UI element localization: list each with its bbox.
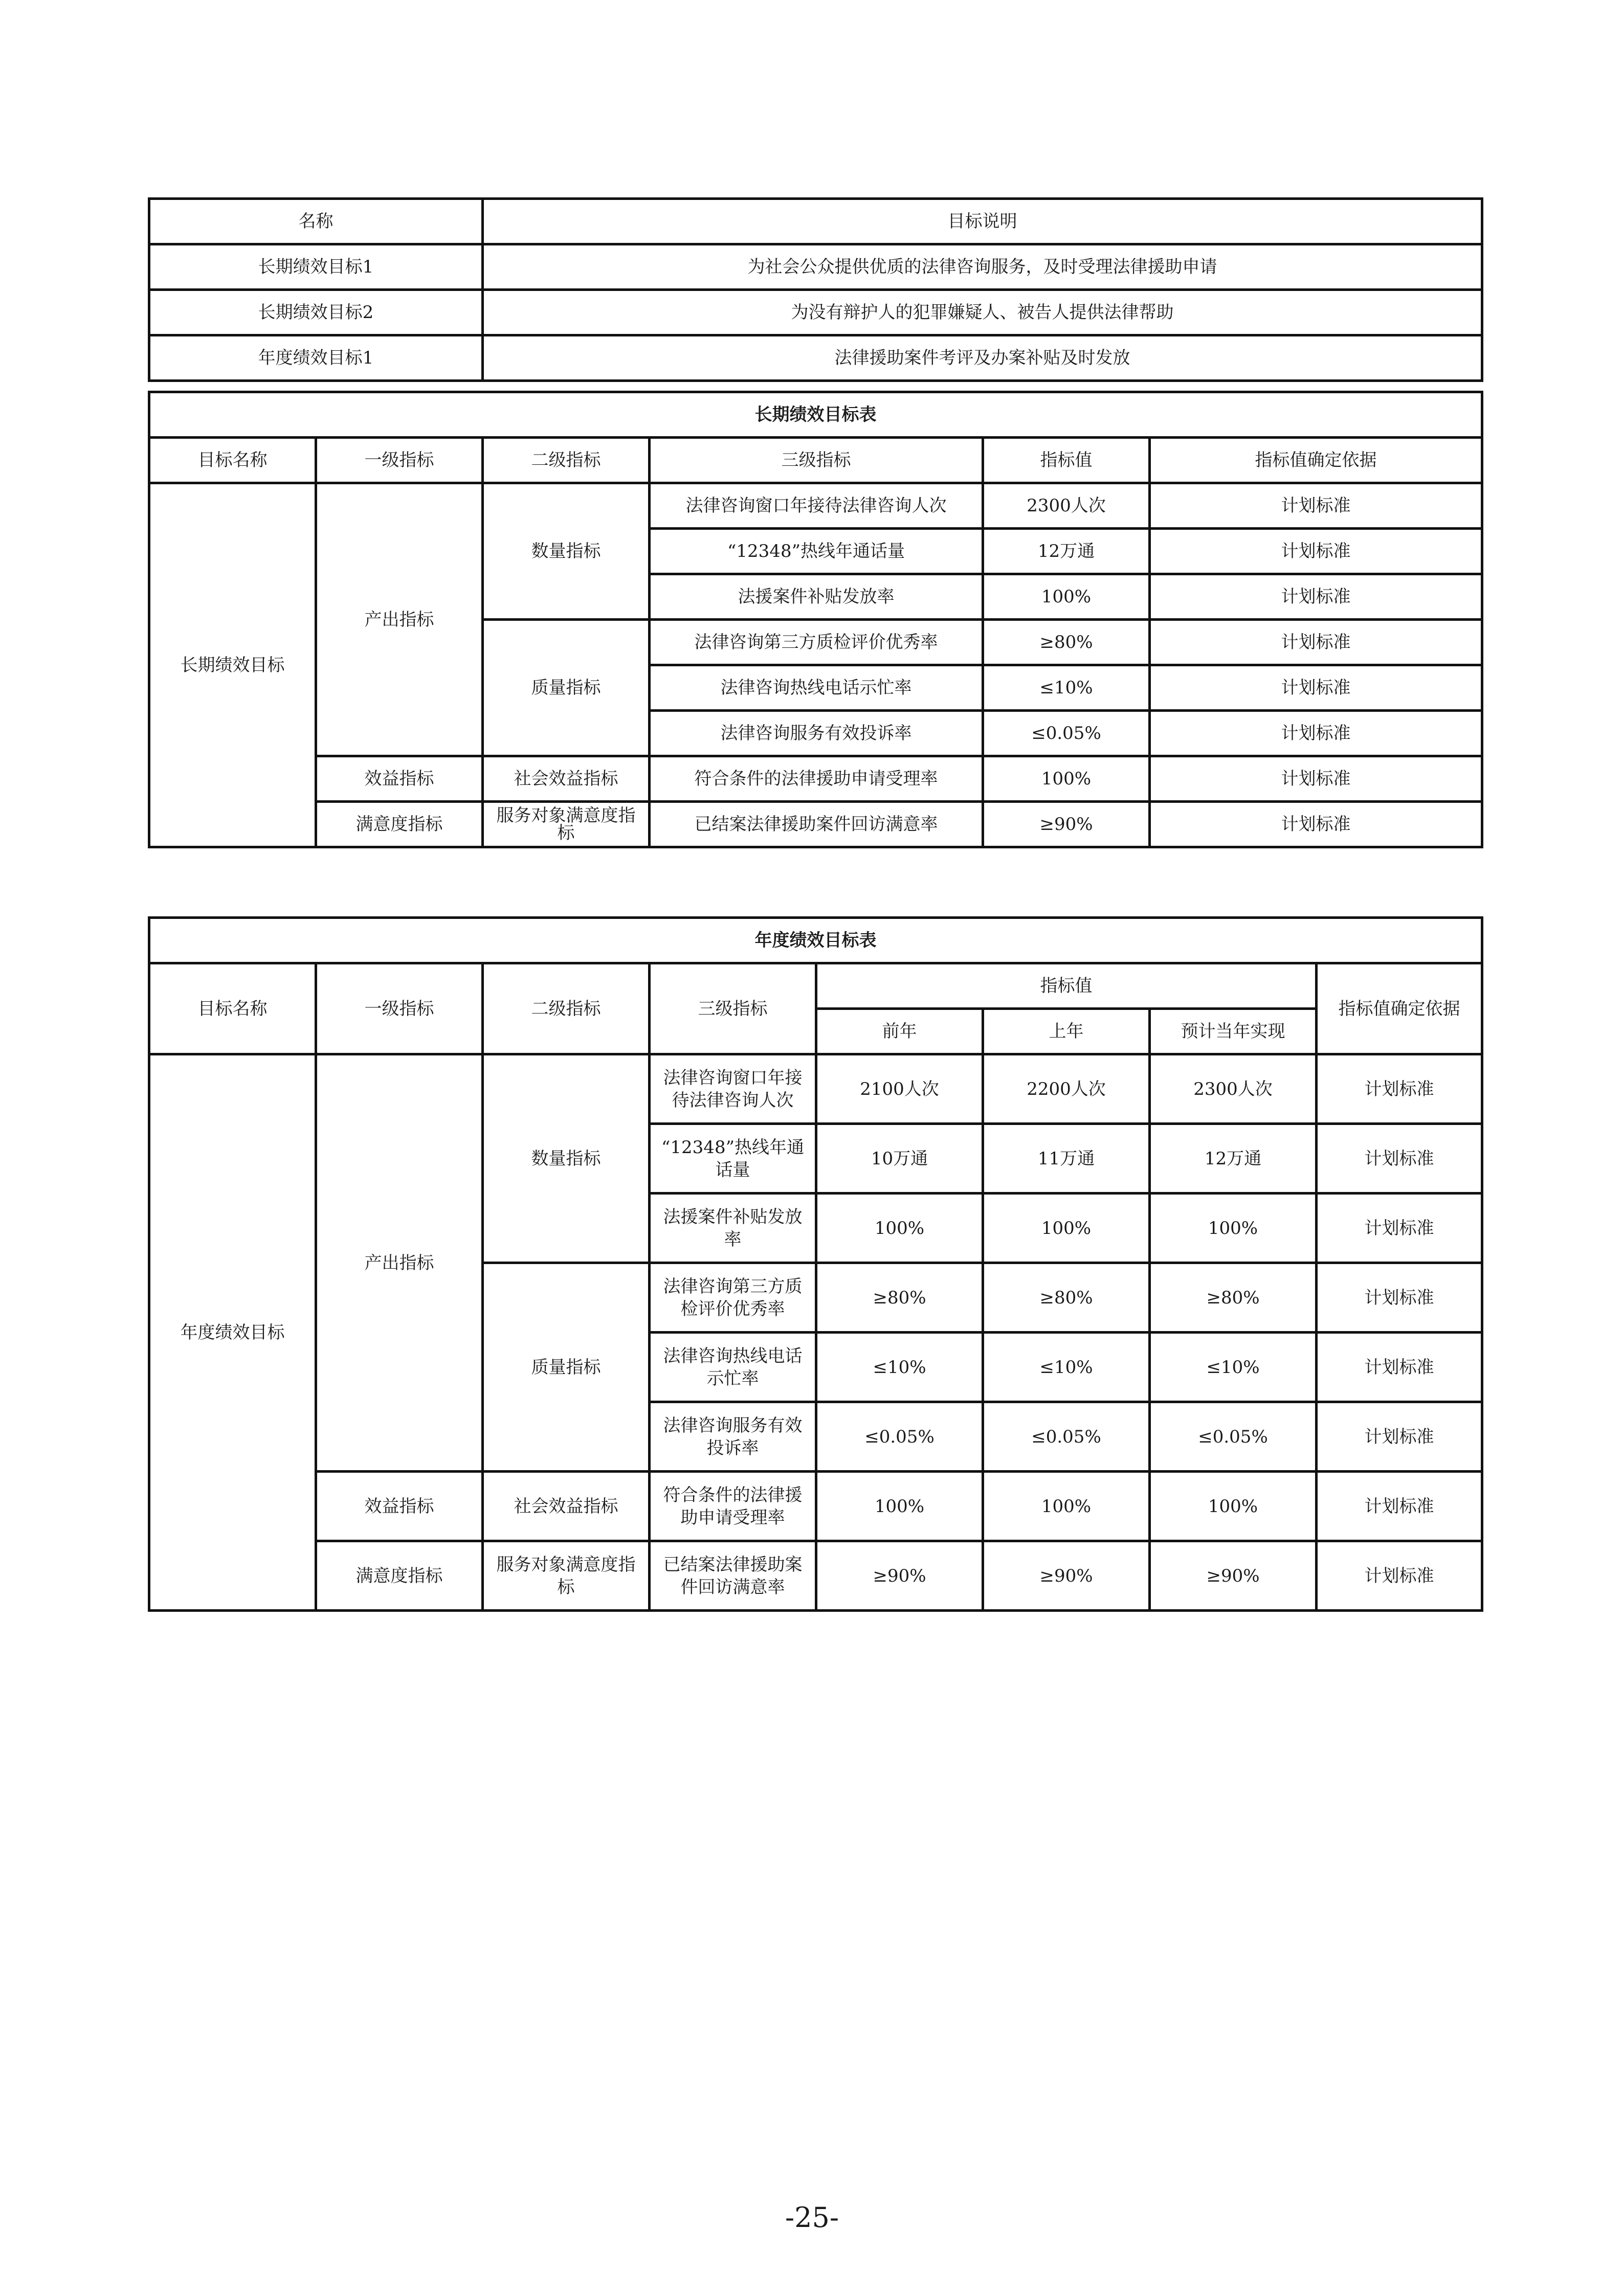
basis-cell: 计划标准 <box>1150 756 1482 802</box>
page-number: -25- <box>785 2201 839 2234</box>
basis-cell: 计划标准 <box>1150 620 1482 665</box>
current-cell: 2300人次 <box>1150 1054 1317 1124</box>
header-desc: 目标说明 <box>483 199 1482 244</box>
header-level1: 一级指标 <box>316 963 483 1054</box>
long-term-title-row <box>149 392 1482 438</box>
table-row <box>149 756 1482 802</box>
current-cell: ≥90% <box>1150 1541 1317 1611</box>
level2-cell: 数量指标 <box>483 1054 650 1263</box>
basis-cell: 计划标准 <box>1150 665 1482 711</box>
prev2-cell: 100% <box>816 1472 983 1541</box>
header-level3: 三级指标 <box>650 438 983 483</box>
value-cell: 100% <box>983 756 1150 802</box>
indicator-cell: 法援案件补贴发放率 <box>650 1194 816 1263</box>
indicator-cell: “12348”热线年通话量 <box>650 529 983 574</box>
current-cell: ≥80% <box>1150 1263 1317 1333</box>
basis-cell: 计划标准 <box>1150 529 1482 574</box>
level1-cell: 满意度指标 <box>316 802 483 847</box>
indicator-cell: 法律咨询热线电话示忙率 <box>650 665 983 711</box>
header-level2: 二级指标 <box>483 963 650 1054</box>
basis-cell: 计划标准 <box>1317 1124 1482 1194</box>
prev2-cell: ≥80% <box>816 1263 983 1333</box>
indicator-cell: 法律咨询第三方质检评价优秀率 <box>650 620 983 665</box>
overview-row <box>149 290 1482 335</box>
basis-cell: 计划标准 <box>1317 1541 1482 1611</box>
indicator-cell: 已结案法律援助案件回访满意率 <box>650 802 983 847</box>
basis-cell: 计划标准 <box>1150 711 1482 756</box>
goal-overview-table <box>148 197 1483 382</box>
current-cell: 12万通 <box>1150 1124 1317 1194</box>
header-current: 预计当年实现 <box>1150 1009 1317 1054</box>
basis-cell: 计划标准 <box>1150 483 1482 529</box>
value-cell: 2300人次 <box>983 483 1150 529</box>
current-cell: ≤0.05% <box>1150 1402 1317 1472</box>
header-value: 指标值 <box>816 963 1317 1009</box>
basis-cell: 计划标准 <box>1317 1263 1482 1333</box>
table-row <box>149 1472 1482 1541</box>
table-row <box>149 802 1482 847</box>
header-level3: 三级指标 <box>650 963 816 1054</box>
current-cell: 100% <box>1150 1194 1317 1263</box>
level2-cell: 服务对象满意度指标 <box>483 1541 650 1611</box>
goal-name-cell: 年度绩效目标 <box>149 1054 316 1611</box>
long-term-header-row <box>149 438 1482 483</box>
value-cell: 100% <box>983 574 1150 620</box>
header-level1: 一级指标 <box>316 438 483 483</box>
prev1-cell: ≤0.05% <box>983 1402 1150 1472</box>
header-value: 指标值 <box>983 438 1150 483</box>
prev2-cell: ≥90% <box>816 1541 983 1611</box>
prev2-cell: ≤10% <box>816 1333 983 1402</box>
prev1-cell: ≥80% <box>983 1263 1150 1333</box>
value-cell: ≥90% <box>983 802 1150 847</box>
level1-cell: 产出指标 <box>316 483 483 756</box>
indicator-cell: 法律咨询热线电话示忙率 <box>650 1333 816 1402</box>
goal-desc: 为社会公众提供优质的法律咨询服务，及时受理法律援助申请 <box>483 244 1482 290</box>
indicator-cell: 法援案件补贴发放率 <box>650 574 983 620</box>
overview-row <box>149 335 1482 381</box>
value-cell: 12万通 <box>983 529 1150 574</box>
indicator-cell: “12348”热线年通话量 <box>650 1124 816 1194</box>
prev1-cell: ≥90% <box>983 1541 1150 1611</box>
table-row <box>149 1054 1482 1124</box>
goal-name: 年度绩效目标1 <box>149 335 483 381</box>
goal-desc: 法律援助案件考评及办案补贴及时发放 <box>483 335 1482 381</box>
indicator-cell: 法律咨询窗口年接待法律咨询人次 <box>650 1054 816 1124</box>
value-cell: ≥80% <box>983 620 1150 665</box>
overview-header-row <box>149 199 1482 244</box>
long-term-goal-table <box>148 391 1483 848</box>
level2-cell: 数量指标 <box>483 483 650 620</box>
basis-cell: 计划标准 <box>1150 802 1482 847</box>
annual-header-row <box>149 963 1482 1009</box>
prev1-cell: 100% <box>983 1472 1150 1541</box>
basis-cell: 计划标准 <box>1317 1194 1482 1263</box>
level2-cell: 质量指标 <box>483 1263 650 1472</box>
annual-goal-table <box>148 916 1483 1612</box>
prev2-cell: 2100人次 <box>816 1054 983 1124</box>
level2-cell: 社会效益指标 <box>483 1472 650 1541</box>
annual-title-row <box>149 918 1482 963</box>
level2-cell: 社会效益指标 <box>483 756 650 802</box>
annual-table-title: 年度绩效目标表 <box>149 918 1482 963</box>
indicator-cell: 已结案法律援助案件回访满意率 <box>650 1541 816 1611</box>
table-row <box>149 483 1482 529</box>
overview-row <box>149 244 1482 290</box>
goal-desc: 为没有辩护人的犯罪嫌疑人、被告人提供法律帮助 <box>483 290 1482 335</box>
goal-name-cell: 长期绩效目标 <box>149 483 316 847</box>
prev2-cell: 100% <box>816 1194 983 1263</box>
indicator-cell: 法律咨询第三方质检评价优秀率 <box>650 1263 816 1333</box>
table-row <box>149 1541 1482 1611</box>
goal-name: 长期绩效目标1 <box>149 244 483 290</box>
prev1-cell: 11万通 <box>983 1124 1150 1194</box>
prev1-cell: 2200人次 <box>983 1054 1150 1124</box>
prev2-cell: 10万通 <box>816 1124 983 1194</box>
header-basis: 指标值确定依据 <box>1150 438 1482 483</box>
prev2-cell: ≤0.05% <box>816 1402 983 1472</box>
value-cell: ≤10% <box>983 665 1150 711</box>
header-basis: 指标值确定依据 <box>1317 963 1482 1054</box>
level2-cell: 质量指标 <box>483 620 650 756</box>
header-prev2: 前年 <box>816 1009 983 1054</box>
value-cell: ≤0.05% <box>983 711 1150 756</box>
header-prev1: 上年 <box>983 1009 1150 1054</box>
basis-cell: 计划标准 <box>1317 1054 1482 1124</box>
prev1-cell: 100% <box>983 1194 1150 1263</box>
basis-cell: 计划标准 <box>1317 1402 1482 1472</box>
indicator-cell: 符合条件的法律援助申请受理率 <box>650 756 983 802</box>
level1-cell: 效益指标 <box>316 756 483 802</box>
indicator-cell: 法律咨询服务有效投诉率 <box>650 711 983 756</box>
goal-name: 长期绩效目标2 <box>149 290 483 335</box>
basis-cell: 计划标准 <box>1317 1472 1482 1541</box>
current-cell: 100% <box>1150 1472 1317 1541</box>
basis-cell: 计划标准 <box>1150 574 1482 620</box>
header-level2: 二级指标 <box>483 438 650 483</box>
level2-cell: 服务对象满意度指标 <box>483 802 650 847</box>
level1-cell: 产出指标 <box>316 1054 483 1472</box>
level1-cell: 效益指标 <box>316 1472 483 1541</box>
indicator-cell: 法律咨询窗口年接待法律咨询人次 <box>650 483 983 529</box>
long-term-table-title: 长期绩效目标表 <box>149 392 1482 438</box>
indicator-cell: 符合条件的法律援助申请受理率 <box>650 1472 816 1541</box>
header-goal-name: 目标名称 <box>149 438 316 483</box>
prev1-cell: ≤10% <box>983 1333 1150 1402</box>
basis-cell: 计划标准 <box>1317 1333 1482 1402</box>
header-goal-name: 目标名称 <box>149 963 316 1054</box>
indicator-cell: 法律咨询服务有效投诉率 <box>650 1402 816 1472</box>
current-cell: ≤10% <box>1150 1333 1317 1402</box>
level1-cell: 满意度指标 <box>316 1541 483 1611</box>
header-name: 名称 <box>149 199 483 244</box>
